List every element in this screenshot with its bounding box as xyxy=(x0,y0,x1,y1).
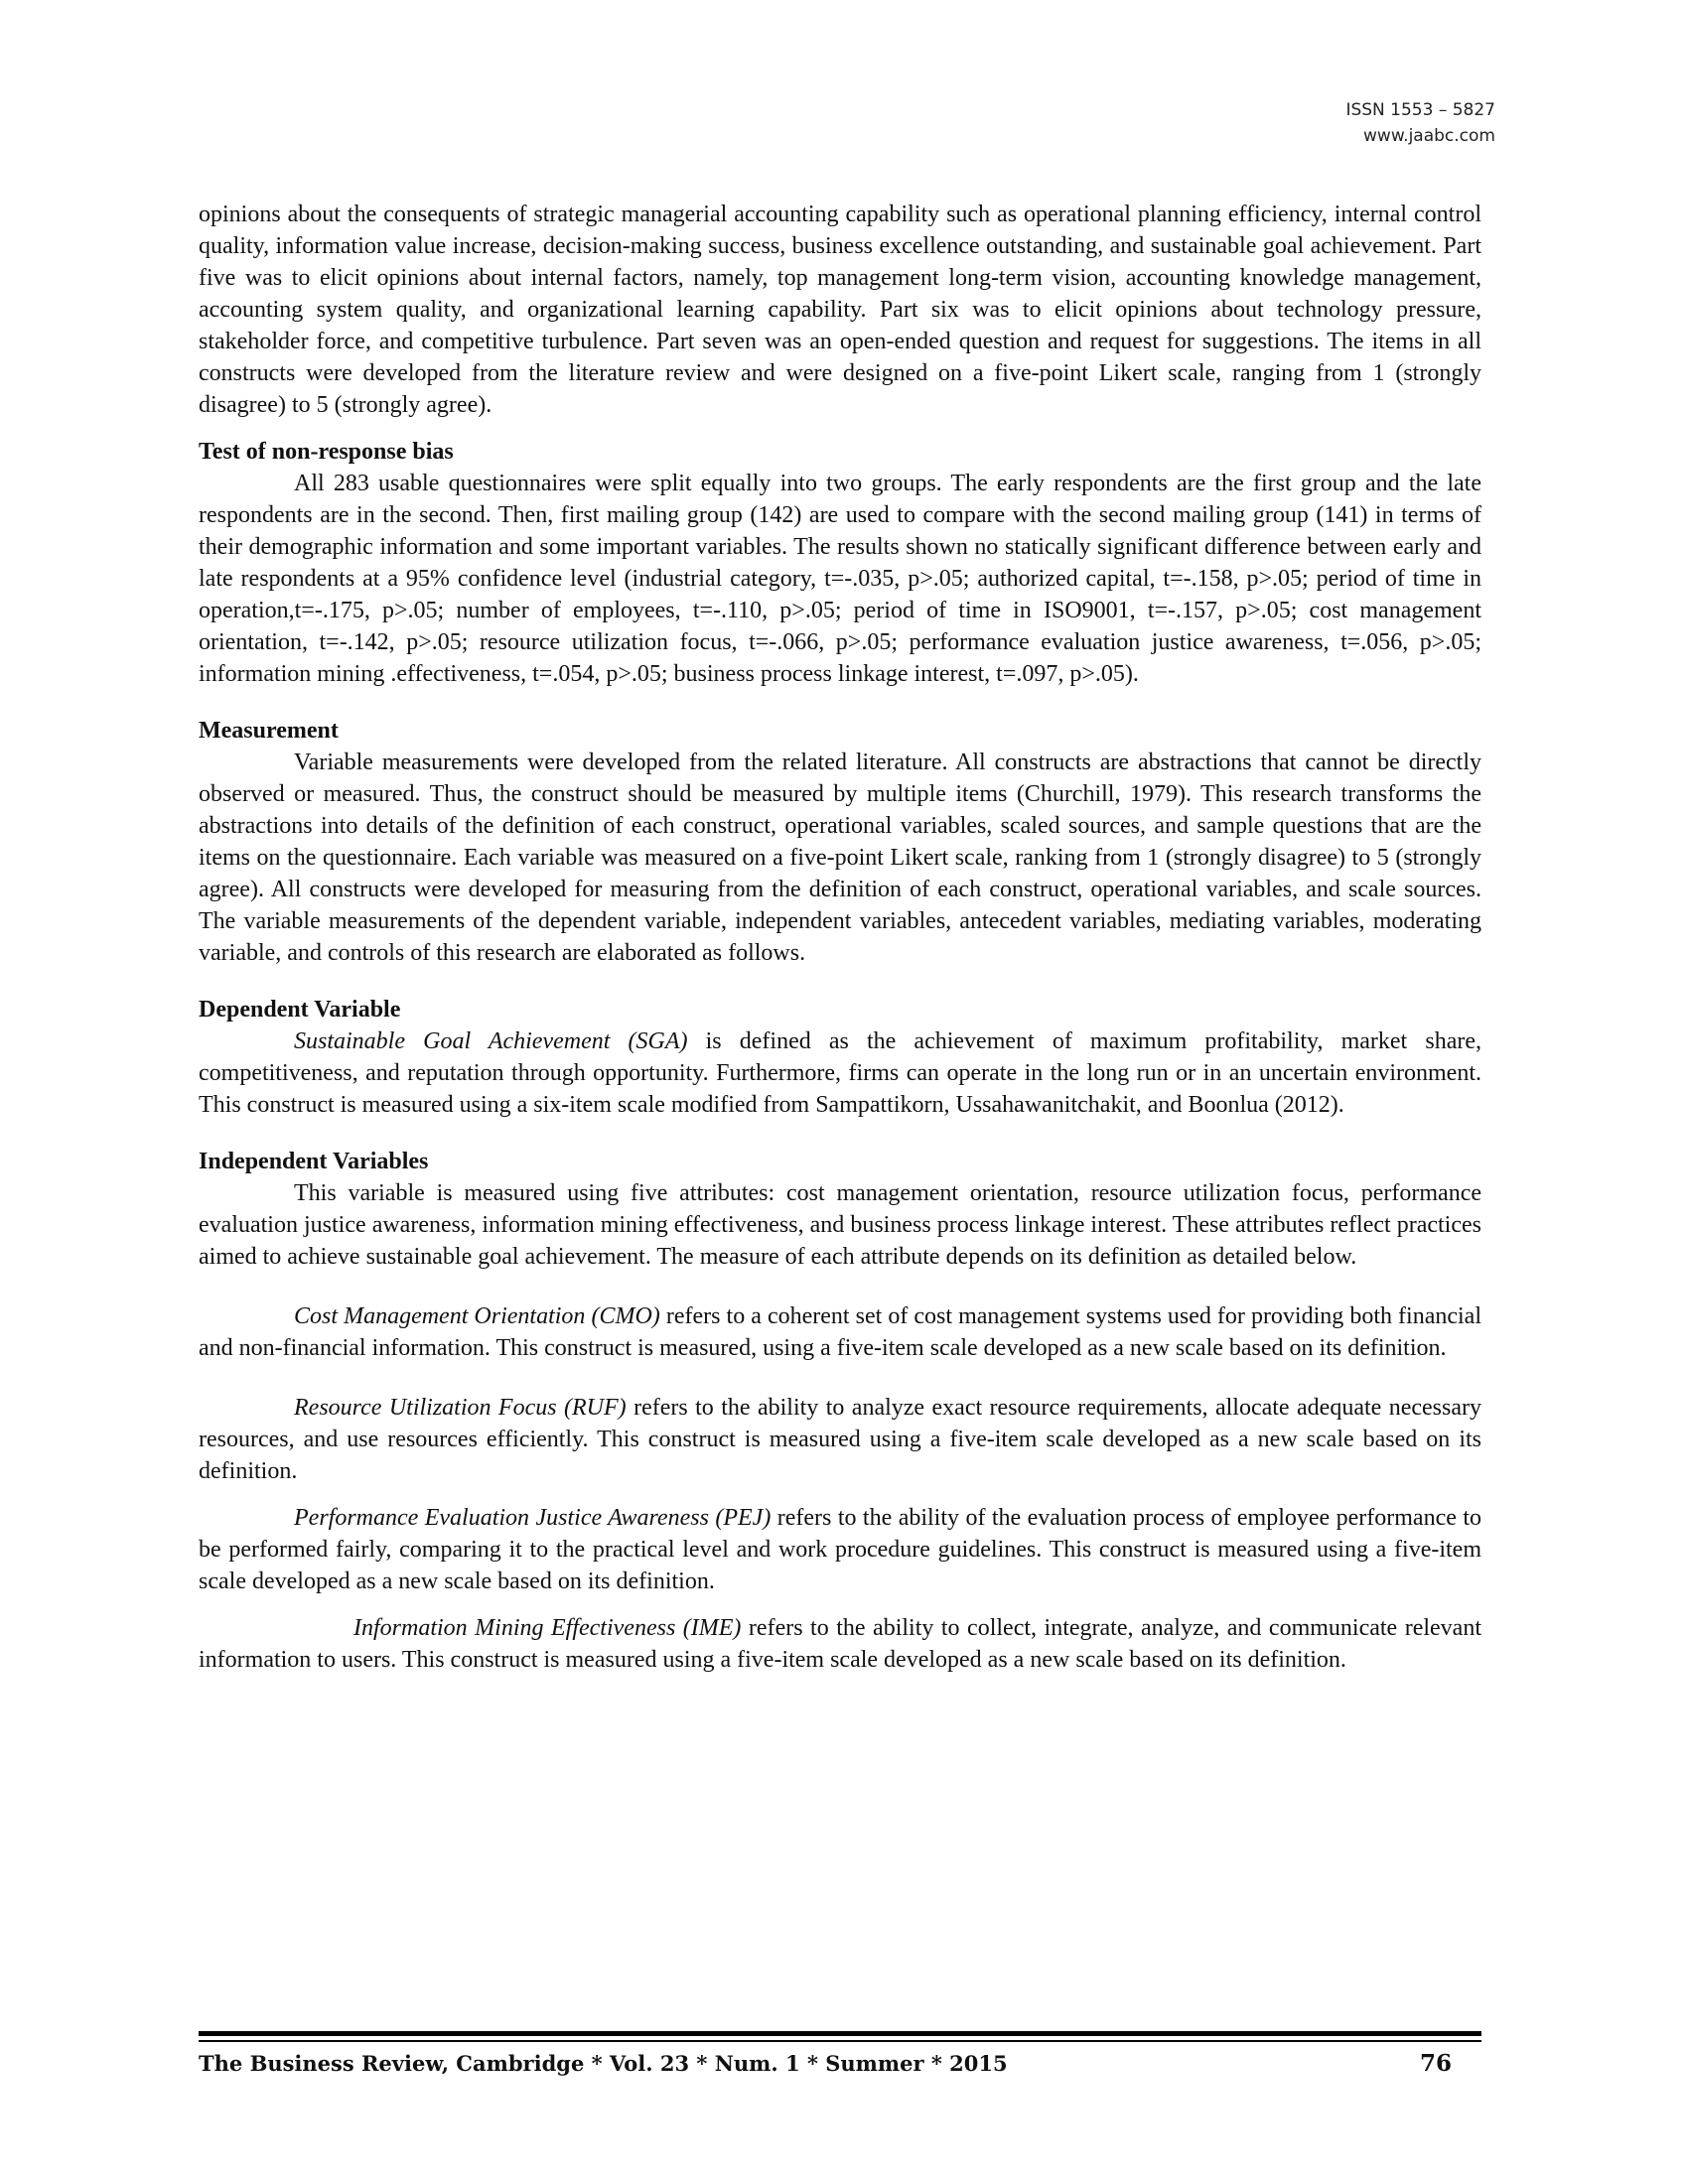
ime-text: refers to the ability to collect, integrate, analyze, and communicate relevant information to users. This construct is measured using a five-item scale developed as a new scale based on its definition. xyxy=(199,1615,1481,1673)
cmo-term: Cost Management Orientation (CMO) xyxy=(294,1303,660,1329)
page-header xyxy=(1345,97,1495,149)
ruf-text: refers to the ability to analyze exact resource requirements, allocate adequate necessary resources, and use resources efficiently. This construct is measured using a five-item scale developed as a new scale based on its definition. xyxy=(199,1395,1481,1484)
page-number: 76 xyxy=(1419,2050,1452,2077)
ime-paragraph xyxy=(199,1612,1481,1676)
sga-text: is defined as the achievement of maximum profitability, market share, competitiveness, and reputation through opportunity. Furthermore, firms can operate in the long run or in an uncertain environment. This construct is measured using a six-item scale modified from Sampattikorn, Ussahawanitchakit, and Boonlua (2012). xyxy=(199,1028,1481,1118)
dependent-paragraph xyxy=(199,1025,1481,1121)
footer-rule-thin xyxy=(199,2040,1481,2042)
cmo-paragraph xyxy=(199,1300,1481,1364)
footer-rule-thick xyxy=(199,2031,1481,2036)
section-heading-dependent: Dependent Variable xyxy=(199,997,401,1023)
nonresponse-paragraph: All 283 usable questionnaires were split equally into two groups. The early respondents are the first group and the late respondents are in the second. Then, first mailing group (142) are used to compare with the second mailing group (141) in terms of their demographic information and some important variables. The results shown no statically significant difference between early and late respondents at a 95% confidence level (industrial category, t=-.035, p>.05; authorized capital, t=-.158, p>.05; period of time in operation,t=-.175, p>.05; number of employees, t=-.110, p>.05; period of time in ISO9001, t=-.157, p>.05; cost management orientation, t=-.142, p>.05; resource utilization focus, t=-.066, p>.05; performance evaluation justice awareness, t=.056, p>.05; information mining .effectiveness, t=.054, p>.05; business process linkage interest, t=.097, p>.05). xyxy=(199,471,1481,687)
cmo-text: refers to a coherent set of cost management systems used for providing both financial and non-financial information. This construct is measured, using a five-item scale developed as a new scale based on its definition. xyxy=(199,1303,1481,1361)
independent-paragraph: This variable is measured using five attributes: cost management orientation, resource utilization focus, performance evaluation justice awareness, information mining effectiveness, and business process linkage interest. These attributes reflect practices aimed to achieve sustainable goal achievement. The measure of each attribute depends on its definition as detailed below. xyxy=(199,1180,1481,1270)
measurement-paragraph: Variable measurements were developed from the related literature. All constructs are abstractions that cannot be directly observed or measured. Thus, the construct should be measured by multiple items (Churchill, 1979). This research transforms the abstractions into details of the definition of each construct, operational variables, scaled sources, and sample questions that are the items on the questionnaire. Each variable was measured on a five-point Likert scale, ranking from 1 (strongly disagree) to 5 (strongly agree). All constructs were developed for measuring from the definition of each construct, operational variables, and scale sources. The variable measurements of the dependent variable, independent variables, antecedent variables, mediating variables, moderating variable, and controls of this research are elaborated as follows. xyxy=(199,750,1481,966)
sga-term: Sustainable Goal Achievement (SGA) xyxy=(294,1028,688,1054)
website-label: www.jaabc.com xyxy=(1363,126,1495,146)
ruf-term: Resource Utilization Focus (RUF) xyxy=(294,1395,627,1421)
pej-term: Performance Evaluation Justice Awareness (PEJ) xyxy=(294,1505,772,1531)
pej-text: refers to the ability of the evaluation process of employee performance to be performed fairly, comparing it to the practical level and work procedure guidelines. This construct is measured using a five-item scale developed as a new scale based on its definition. xyxy=(199,1505,1481,1594)
pej-paragraph xyxy=(199,1502,1481,1597)
issn-label: ISSN 1553 – 5827 xyxy=(1345,100,1495,120)
section-heading-nonresponse: Test of non-response bias xyxy=(199,439,454,465)
page-body xyxy=(199,199,1481,1676)
ruf-paragraph xyxy=(199,1392,1481,1487)
ime-term: Information Mining Effectiveness (IME) xyxy=(353,1615,742,1641)
section-heading-independent: Independent Variables xyxy=(199,1149,429,1174)
footer-journal-citation: The Business Review, Cambridge * Vol. 23 * Num. 1 * Summer * 2015 xyxy=(199,2051,1008,2076)
intro-paragraph: opinions about the consequents of strategic managerial accounting capability such as operational planning efficiency, internal control quality, information value increase, decision-making success, business excellence outstanding, and sustainable goal achievement. Part five was to elicit opinions about internal factors, namely, top management long-term vision, accounting knowledge management, accounting system quality, and organizational learning capability. Part six was to elicit opinions about technology pressure, stakeholder force, and competitive turbulence. Part seven was an open-ended question and request for suggestions. The items in all constructs were developed from the literature review and were designed on a five-point Likert scale, ranging from 1 (strongly disagree) to 5 (strongly agree). xyxy=(199,202,1481,418)
section-heading-measurement: Measurement xyxy=(199,718,339,744)
